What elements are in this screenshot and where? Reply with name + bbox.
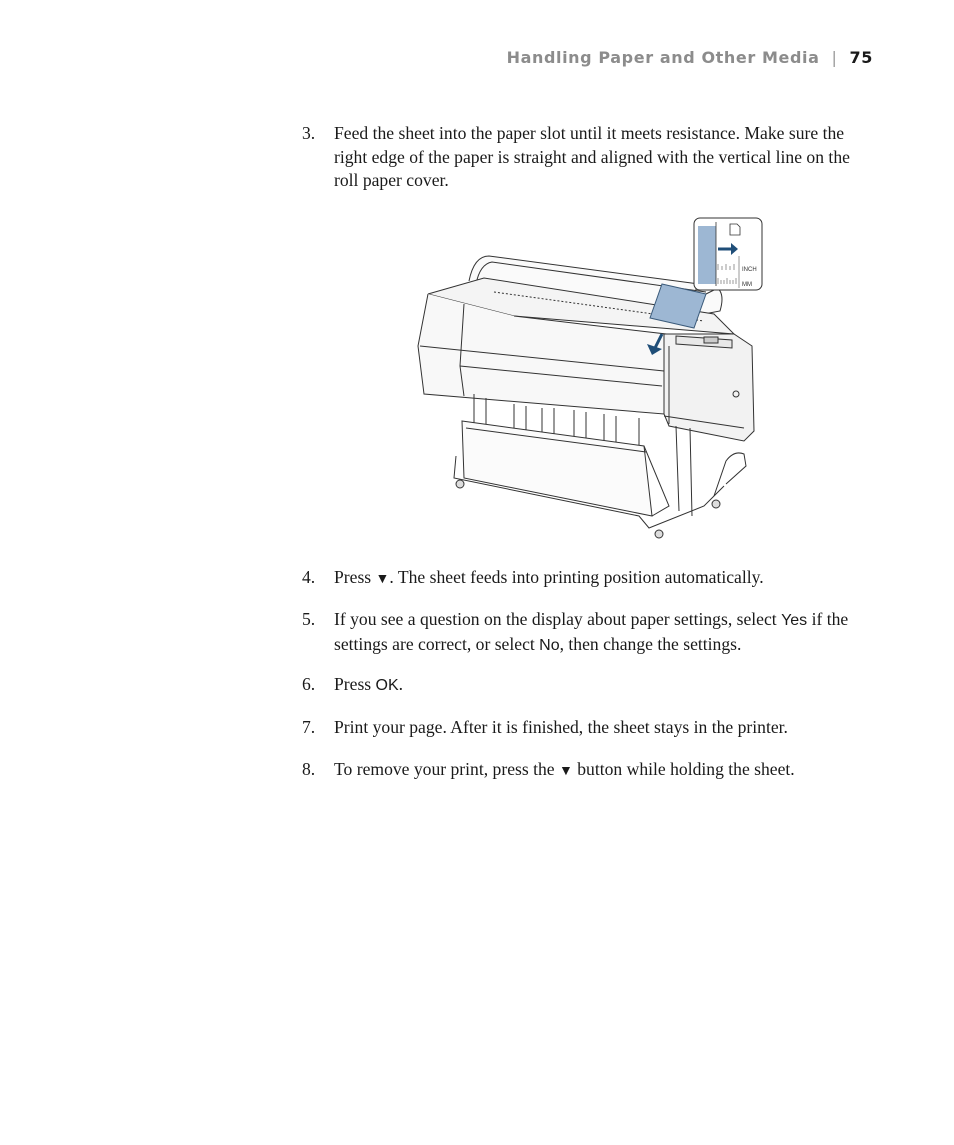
step-text-part: if the settings are correct, or select: [334, 609, 849, 654]
step-4: [302, 566, 877, 592]
step-6: [302, 673, 877, 698]
step-text-part: To remove your print, press the: [334, 759, 559, 779]
ui-label-yes: Yes: [781, 612, 808, 629]
ui-label-ok: OK: [375, 677, 399, 694]
step-text: Feed the sheet into the paper slot until it meets resistance. Make sure the right edge of the paper is straight and aligned with the vertical line on the roll paper cover.: [334, 123, 850, 190]
step-5: [302, 608, 877, 657]
step-text-part: .: [398, 674, 404, 694]
printer-illustration: [414, 216, 766, 546]
page-number: 75: [849, 48, 873, 67]
step-text-part: Press: [334, 567, 376, 587]
step-number: 5.: [302, 609, 316, 629]
step-text: [334, 608, 877, 657]
step-8: [302, 758, 877, 784]
ui-label-no: No: [539, 636, 560, 654]
step-number: 8.: [302, 759, 316, 779]
step-number: 4.: [302, 567, 316, 587]
inset-label-mm: MM: [742, 282, 752, 288]
printer-drawing: [414, 216, 766, 546]
running-header: [507, 48, 873, 67]
inset-label-inch: INCH: [742, 267, 757, 273]
step-text: Print your page. After it is finished, the sheet stays in the printer.: [334, 717, 788, 737]
down-arrow-icon: ▼: [375, 572, 390, 587]
step-text: [334, 566, 877, 592]
step-3: [302, 122, 877, 193]
step-number: 3.: [302, 123, 316, 143]
step-text-part: button while holding the sheet.: [572, 759, 795, 779]
step-number: 6.: [302, 674, 316, 694]
step-number: 7.: [302, 717, 316, 737]
header-separator: |: [831, 48, 838, 67]
step-7: [302, 716, 877, 740]
step-text-part: . The sheet feeds into printing position automatically.: [389, 567, 764, 587]
step-text-part: , then change the settings.: [559, 633, 742, 654]
step-text: [334, 758, 877, 784]
step-text-part: If you see a question on the display about paper settings, select: [334, 609, 782, 629]
step-text-part: Press: [334, 674, 376, 694]
down-arrow-icon: ▼: [559, 764, 573, 779]
step-text: [334, 673, 877, 698]
section-title: Handling Paper and Other Media: [506, 48, 820, 67]
